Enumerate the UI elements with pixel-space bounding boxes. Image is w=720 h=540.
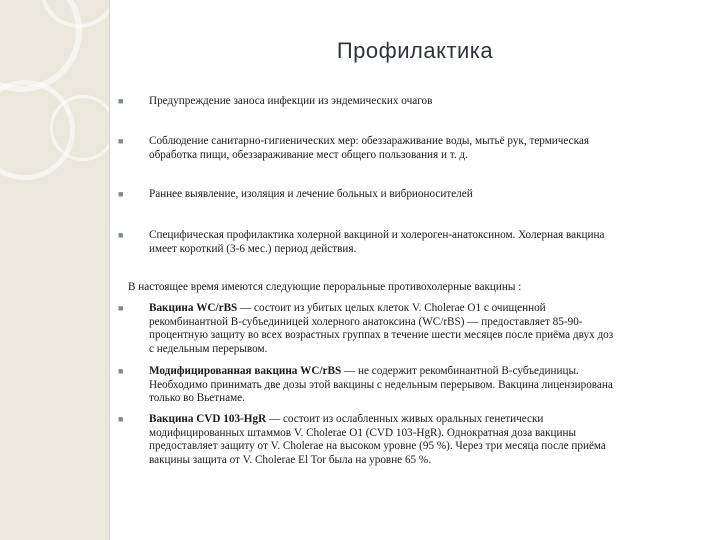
vaccine-line: модифицированных штаммов V. Cholerae O1 (CVD 103-HgR). Однократная доза вакцины: [149, 426, 577, 439]
vaccine-line: процентную защиту во всех возрастных группах в течение шести месяцев после приёма двух доз: [149, 329, 614, 341]
vaccine-line: рекомбинантной B-субъединицей холерного анатоксина (WC/rBS) — предоставляет 85-90-: [149, 315, 583, 328]
bullet-icon: ■: [118, 189, 124, 199]
bullet-text: [149, 95, 694, 109]
bullet-line: Предупреждение заноса инфекции из эндемических очагов: [149, 95, 433, 107]
bullet-line: имеет короткий (3-6 мес.) период действия.: [149, 242, 357, 255]
bullet-line: Специфическая профилактика холерной вакциной и холероген-анатоксином. Холерная вакцина: [149, 229, 605, 241]
bullet-line: Соблюдение санитарно-гигиенических мер: обеззараживание воды, мытьё рук, термическая: [149, 135, 590, 147]
bullet-text: [149, 188, 694, 202]
bullet-line: обработка пищи, обеззараживание мест общего пользования и т. д.: [149, 148, 468, 161]
side-band-divider: [109, 0, 110, 540]
vaccine-description: — состоит из убитых целых клеток V. Cholerae O1 с очищенной: [237, 302, 546, 314]
vaccine-line: Необходимо принимать две дозы этой вакцины с недельным перерывом. Вакцина лицензирована: [149, 378, 613, 391]
vaccine-text: [149, 302, 694, 356]
bullet-text: [149, 135, 694, 162]
bullet-icon: ■: [118, 230, 124, 240]
bullet-icon: ■: [118, 414, 124, 424]
vaccine-line: вакцины защита от V. Cholerae El Tor была на уровне 65 %.: [149, 453, 432, 466]
decorative-ring: [50, 95, 116, 161]
bullet-line: Раннее выявление, изоляция и лечение больных и вибрионосителей: [149, 188, 473, 200]
vaccines-intro: В настоящее время имеются следующие пероральные противохолерные вакцины :: [128, 281, 522, 293]
bullet-text: [149, 229, 694, 256]
vaccine-first-line: [149, 365, 694, 379]
vaccine-first-line: [149, 302, 694, 316]
vaccine-first-line: [149, 413, 694, 427]
vaccine-line: только во Вьетнаме.: [149, 392, 245, 404]
vaccine-name: Вакцина WC/rBS: [149, 302, 238, 314]
slide-title: Профилактика: [336, 38, 494, 63]
bullet-icon: ■: [118, 303, 124, 313]
bullet-icon: ■: [118, 96, 124, 106]
vaccine-description: — состоит из ослабленных живых оральных генетически: [266, 413, 544, 425]
vaccine-line: предоставляет защиту от V. Cholerae на высоком уровне (95 %). Через три месяца после приёма: [149, 440, 606, 452]
vaccine-text: [149, 413, 694, 467]
vaccine-text: [149, 365, 694, 406]
bullet-icon: ■: [118, 366, 124, 376]
decorative-side-band: [0, 0, 109, 540]
vaccine-name: Модифицированная вакцина WC/rBS: [149, 365, 342, 377]
vaccine-name: Вакцина CVD 103-HgR: [149, 413, 267, 425]
vaccine-line: с недельным перерывом.: [149, 342, 268, 355]
vaccine-description: — не содержит рекомбинантной B-субъединицы.: [341, 365, 579, 377]
bullet-icon: ■: [118, 136, 124, 146]
